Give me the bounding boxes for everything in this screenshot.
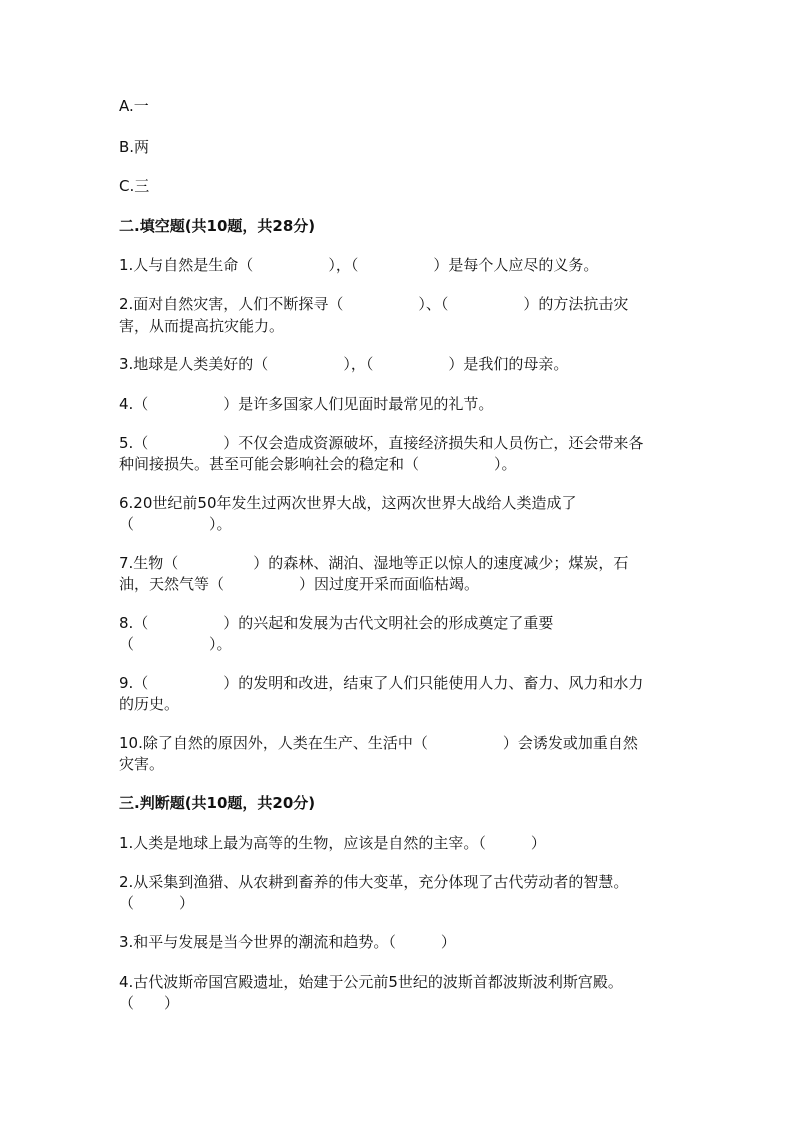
fill-question-9-line-1: 9.（ ）的发明和改进，结束了人们只能使用人力、畜力、风力和水力 [119, 674, 644, 692]
fill-question-8-line-2: （ ）。 [119, 635, 232, 653]
fill-question-4: 4.（ ）是许多国家人们见面时最常见的礼节。 [119, 395, 494, 413]
option-c: C.三 [119, 177, 150, 195]
fill-question-7-line-2: 油，天然气等（ ）因过度开采而面临枯竭。 [119, 575, 480, 593]
fill-section-title: 二.填空题(共10题，共28分) [119, 217, 316, 235]
fill-question-6-line-1: 6.20世纪前50年发生过两次世界大战，这两次世界大战给人类造成了 [119, 494, 577, 512]
fill-question-6-line-2: （ ）。 [119, 515, 232, 533]
fill-question-5-line-1: 5.（ ）不仅会造成资源破坏，直接经济损失和人员伤亡，还会带来各 [119, 434, 644, 452]
fill-question-10-line-1: 10.除了自然的原因外，人类在生产、生活中（ ）会诱发或加重自然 [119, 734, 638, 752]
fill-question-2-line-1: 2.面对自然灾害，人们不断探寻（ ）、（ ）的方法抗击灾 [119, 295, 629, 313]
fill-question-9-line-2: 的历史。 [119, 695, 180, 713]
fill-question-8-line-1: 8.（ ）的兴起和发展为古代文明社会的形成奠定了重要 [119, 614, 554, 632]
fill-question-10-line-2: 灾害。 [119, 755, 165, 773]
judge-question-4-line-1: 4.古代波斯帝国宫殿遗址，始建于公元前5世纪的波斯首都波斯波利斯宫殿。 [119, 973, 623, 991]
fill-question-1: 1.人与自然是生命（ ），（ ）是每个人应尽的义务。 [119, 256, 599, 274]
judge-question-1: 1.人类是地球上最为高等的生物，应该是自然的主宰。（ ） [119, 834, 546, 852]
option-b: B.两 [119, 138, 150, 156]
judge-question-2-line-2: （ ） [119, 894, 195, 912]
judge-question-2-line-1: 2.从采集到渔猎、从农耕到畜养的伟大变革，充分体现了古代劳动者的智慧。 [119, 873, 629, 891]
fill-question-7-line-1: 7.生物（ ）的森林、湖泊、湿地等正以惊人的速度减少；煤炭，石 [119, 554, 629, 572]
judge-question-4-line-2: （ ） [119, 994, 180, 1012]
fill-question-3: 3.地球是人类美好的（ ），（ ）是我们的母亲。 [119, 355, 569, 373]
judge-section-title: 三.判断题(共10题，共20分) [119, 794, 316, 812]
fill-question-2-line-2: 害，从而提高抗灾能力。 [119, 317, 285, 335]
option-a: A.一 [119, 97, 149, 115]
judge-question-3: 3.和平与发展是当今世界的潮流和趋势。（ ） [119, 933, 456, 951]
fill-question-5-line-2: 种间接损失。甚至可能会影响社会的稳定和（ ）。 [119, 455, 517, 473]
